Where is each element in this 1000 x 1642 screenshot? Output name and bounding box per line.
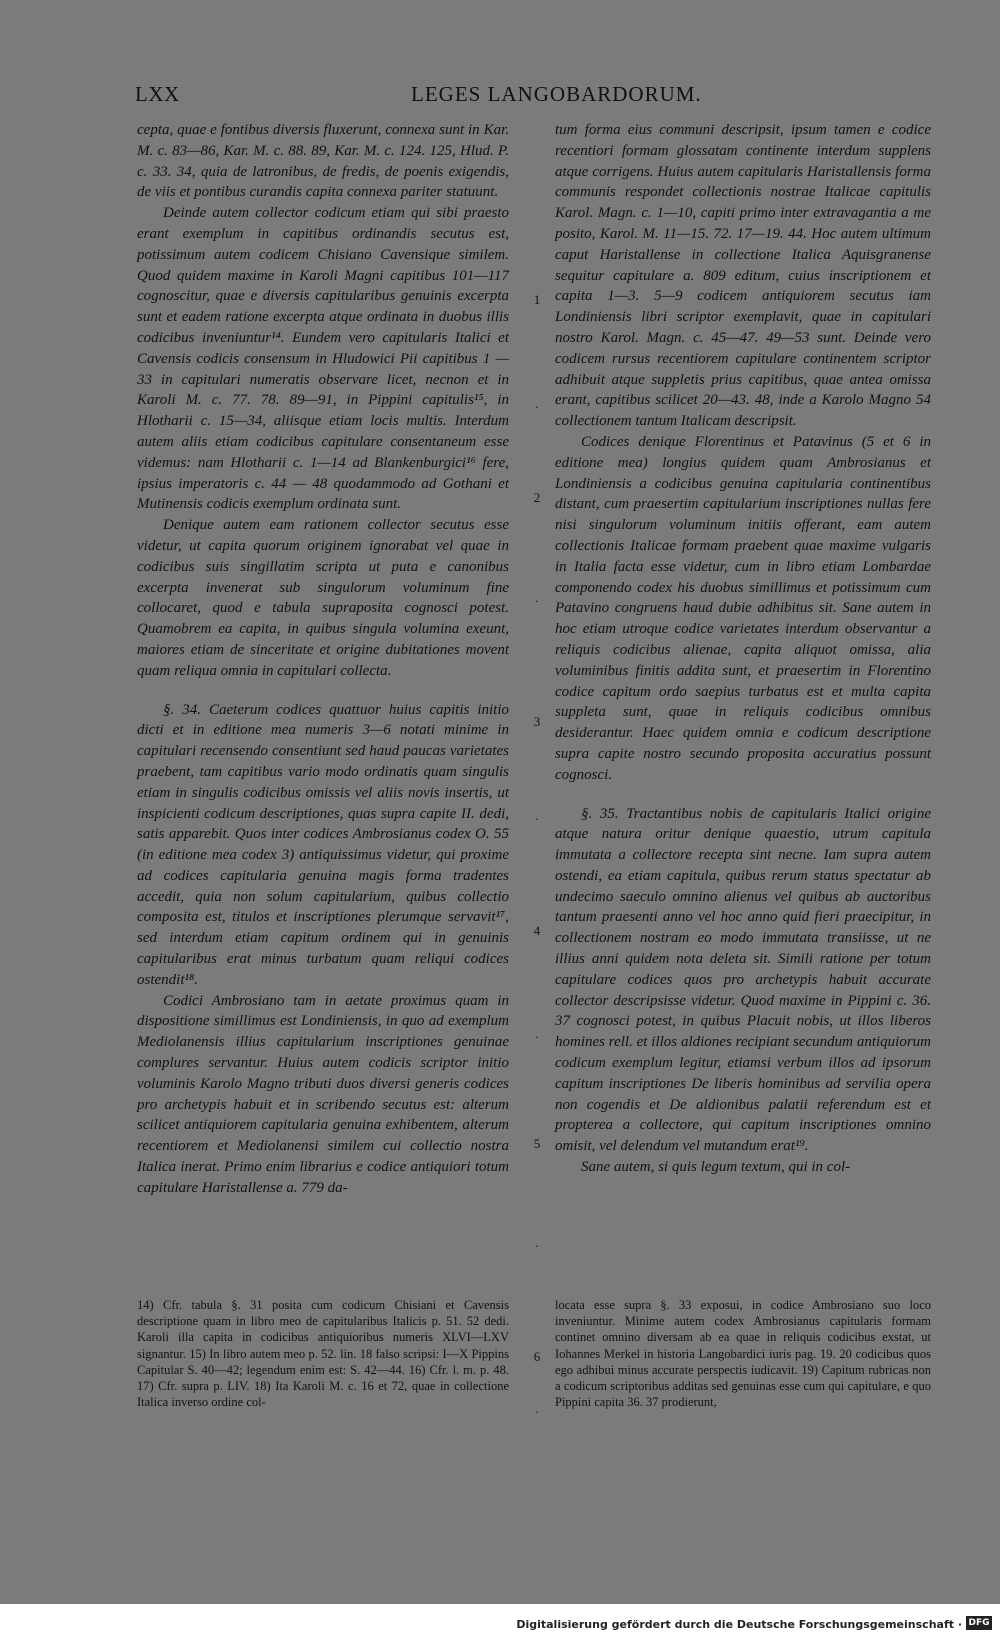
footnotes-left: 14) Cfr. tabula §. 31 posita cum codicum Chisiani et Cavensis descriptione quam in libro meo de capitularibus Italicis p. 51. 52 dedi. Karoli illa capita in codicibus antiquioribus numeris XLVI—LXV signantur. 15) In libro autem meo p. 52. lin. 18 falso scripsi: I—X Pippins Capitular S. 40—42; legendum enim est: S. 42—44. 16) Cfr. l. m. p. 48. 17) Cfr. supra p. LIV. 18) Ita Karoli M. c. 16 et 72, quae in collectione Italica inverso ordine col-: [137, 1298, 509, 1410]
right-paragraph-2: Codices denique Florentinus et Patavinus (5 et 6 in editione mea) longius quidem quam Ambrosianus et Londiniensis a codicibus genuina capitularia continentibus distant, cum praesertim capitularium inscriptiones nullas fere nisi singulorum voluminum initiis offerant, eam autem collectionis Italicae formam praebent quae maxime vulgaris in Italia facta esse videtur, cum in libro etiam Lombardae componendo codex his duobus simillimus et potissimum cum Patavino congruens haud dubie adhibitus sit. Sane autem in hoc etiam utroque codice varietates interdum observantur a reliquis codicibus alienae, capita aliquot omissa, alia voluminibus finitis addita sunt, et praesertim in Florentino codice capitum ordo saepius turbatus est et multa capita suppleta sunt, quae in reliquis codicibus omnibus desiderantur. Haec quidem omnia e codicum descriptione supra capite nostro secundo proposita accuratius possunt cognosci.: [555, 433, 931, 783]
left-paragraph-5: Codici Ambrosiano tam in aetate proximus quam in dispositione simillimus est Londiniensis, in quo ad exemplum Mediolanensis illius capitularium inscriptiones genuinae complures servantur. Huius autem codicis scriptor initio voluminis Karolo Magno tributi duos diversi generis codices pro archetypis habuit et in scribendo secutus est: alterum scilicet antiquiorem capitularia genuina exhibentem, alterum recentiorem et Mediolanensi similem cui collectio nostra Italica inerat. Primo enim librarius e codice antiquiori totum capitulare Haristallense a. 779 da-: [137, 992, 509, 1196]
right-paragraph-3: §. 35. Tractantibus nobis de capitularis Italici origine atque natura oritur denique quaestio, utrum capitula immutata a collectore recepta sint necne. Iam supra autem ostendi, ea etiam capitula, quibus rerum status spectatur ab undecimo saeculo omnino alienus vel quibus ab auctoribus tantum praesenti anno vel hoc anno quid fieri praecipitur, in collectionem nostram eo modo immutata transiisse, ut ne illius anni quidem nota deleta sit. Simili ratione per totum capitulare codices quos pro archetypis habuit accurate collector descripsisse videtur. Quod maxime in Pippini c. 36. 37 cognosci potest, in quibus Placuit nobis, ut illos liberos homines rell. et illos aldiones recipiant secundum antiquiorum codicum exemplum legitur, etiamsi verbum illos ad ipsorum capitum inscriptiones De liberis hominibus ad servilia opera non cogendis et De aldionibus palatii referendum est et propterea a collectore, qui capitum inscriptiones omnino omisit, vel delendum vel mutandum erat¹⁹.: [555, 805, 931, 1155]
left-paragraph-3: Denique autem eam rationem collector secutus esse videtur, ut capita quorum originem ignorabat vel quae in codicibus suis singillatim scripta ut puta e canonibus excerpta invenerat sub singulorum voluminum fine collocaret, quod e tabula supraposita cognosci potest. Quamobrem ea capita, in quibus singula volumina exeunt, maiores etiam de sinceritate et origine dubitationes movent quam reliqua omnia in capitulari collecta.: [137, 517, 509, 679]
running-title: LEGES LANGOBARDORUM.: [411, 82, 702, 106]
line-number: 5: [533, 1136, 541, 1151]
right-column: [555, 120, 931, 1178]
line-number: .: [535, 396, 539, 411]
digitization-credit-bar: [0, 1604, 1000, 1642]
line-number: 1: [533, 292, 541, 307]
left-paragraph-4: §. 34. Caeterum codices quattuor huius capitis initio dicti et in editione mea numeris 3—6 notati minime in capitulari recensendo consentiunt sed haud paucas varietates praebent, tam capitibus vario modo ordinatis quam singulis etiam in singulis codicibus omissis vel aliis novis insertis, ut inspicienti codicum descriptiones, quas supra capite II. dedi, satis apparebit. Quos inter codices Ambrosianus codex O. 55 (in editione mea codex 3) antiquissimus videtur, qui proxime ad codices capitularia genuina magis forma tradentes accedit, quia non solum capitularium, quibus collectio composita est, titulos et inscriptiones plerumque servavit¹⁷, sed interdum etiam capitum ordinem qui in genuinis capitularibus erat minus turbatum quam reliqui codices ostendit¹⁸.: [137, 701, 509, 988]
right-paragraph-4: Sane autem, si quis legum textum, qui in col-: [581, 1159, 851, 1176]
right-paragraph-1: tum forma eius communi descripsit, ipsum tamen e codice recentiori formam glossatam continente interdum supplens atque corrigens. Huius autem capitularis Haristallensis forma communis respondet collectionis nostrae Italicae capitulis Karol. Magn. c. 1—10, capiti primo inter extravagantia a me posito, Karol. M. 11—15. 72. 17—19. 44. Hoc autem ultimum caput Haristallense in collectione Italica Aquisgranense sequitur capitulare a. 809 editum, cuius inscriptionem et capita 1—3. 5—9 codicem antiquiorem secutus iam Londiniensis libri scriptor exemplavit, quae in capitulari nostro Karol. Magn. c. 45—47. 49—53 sunt. Deinde vero codicem rursus recentiorem capitulare continentem scriptor adhibuit atque suppletis prius capitibus, quae antea omissa erant, capitibus scilicet 20—43. 48, inde a Karolo Magno 54 collectionem tantum Italicam descripsit.: [555, 122, 931, 430]
line-number: .: [535, 808, 539, 823]
line-number: .: [535, 1235, 539, 1250]
line-number: 2: [533, 490, 541, 505]
line-number: 3: [533, 714, 541, 729]
left-paragraph-2: Deinde autem collector codicum etiam qui sibi praesto erant exemplum in capitibus ordinandis secutus est, potissimum autem codicem Chisiano Cavensique similem. Quod quidem maxime in Karoli Magni capitibus 101—117 cognoscitur, quae e diversis capitularibus genuinis excerpta sunt et eadem ratione excerpta atque ordinata in duobus illis codicibus inveniuntur¹⁴. Eundem vero capitularis Italici et Cavensis codicis consensum in Hludowici Pii capitibus 1 — 33 in capitulari numeratis observare licet, necnon et in Karoli M. c. 77. 78. 89—91, in Pippini capitulis¹⁵, in Hlotharii c. 15—34, aliisque etiam locis multis. Interdum autem aliis etiam codicibus capitulare consentaneum esse videmus: nam Hlotharii c. 1—14 ad Blankenburgici¹⁶ fere, ipsius imperatoris c. 44 — 48 quodammodo ad Gothani et Mutinensis codicis exemplum ordinata sunt.: [137, 205, 509, 513]
line-number: .: [535, 590, 539, 605]
page-number: LXX: [135, 82, 180, 106]
line-number: 4: [533, 923, 541, 938]
footnotes-right: locata esse supra §. 33 exposui, in codice Ambrosiano suo loco inveniuntur. Minime autem codex Ambrosianus capitularis formam continet omnino diversam ab ea quae in reliquis codicibus exstat, ut Iohannes Merkel in historia Langobardici iuris pag. 19. 20 codicibus quos ego adhibui minus accurate perspectis iudicavit. 19) Capitum rubricas non a codicum scriptoribus additas sed genuinas esse cum qui capitulare, e quo Pippini capita 36. 37 prodierunt,: [555, 1298, 931, 1410]
page-header: [135, 82, 925, 112]
left-column: [137, 120, 509, 1199]
credit-text: Digitalisierung gefördert durch die Deutsche Forschungsgemeinschaft ·: [516, 1618, 962, 1631]
line-number: .: [535, 1026, 539, 1041]
line-number: .: [535, 1401, 539, 1416]
line-number: 6: [533, 1349, 541, 1364]
left-paragraph-1: cepta, quae e fontibus diversis fluxerunt, connexa sunt in Kar. M. c. 83—86, Kar. M. c. 88. 89, Kar. M. c. 124. 125, Hlud. P. c. 33. 34, quia de latronibus, de fredis, de poenis exigendis, de viis et pontibus curandis capita connexa pariter statuunt.: [137, 122, 509, 201]
dfg-logo-icon: DFG: [966, 1616, 992, 1630]
